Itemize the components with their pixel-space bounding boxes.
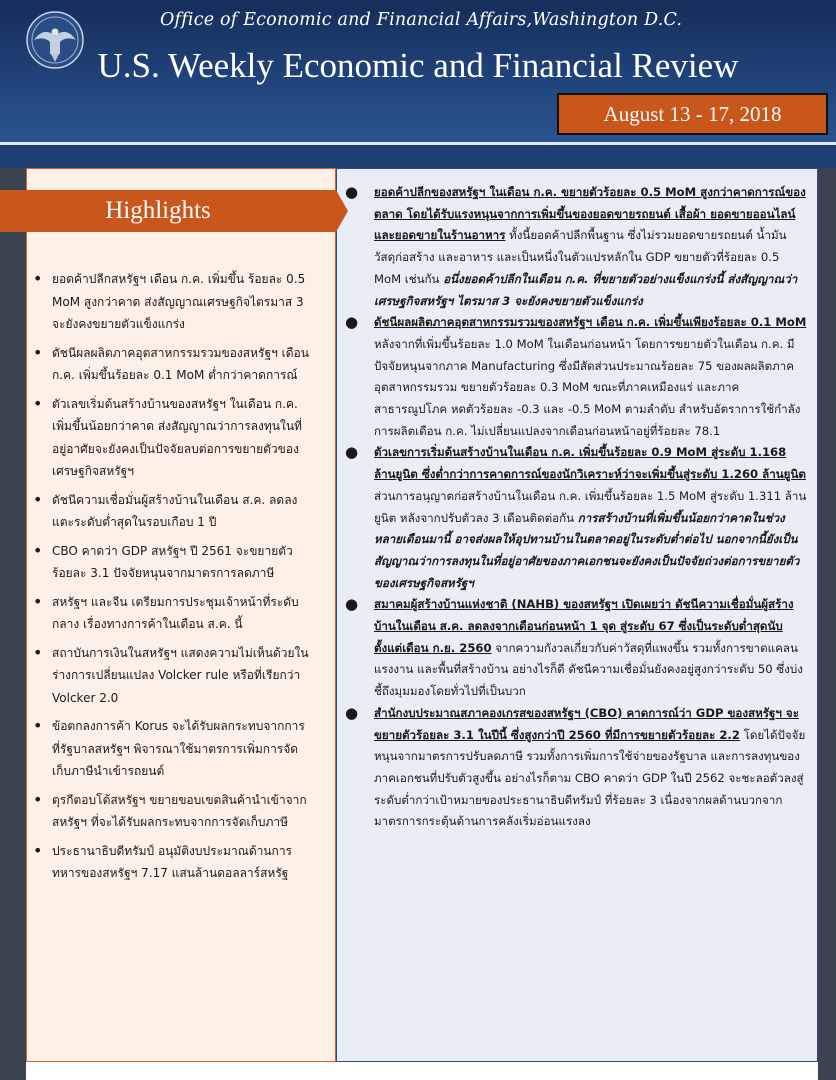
- highlight-item: • ตุรกีตอบโต้สหรัฐฯ ขยายขอบเขตสินค้านำเข้าจากสหรัฐฯ ที่จะได้รับผลกระทบจากการจัดเก็บภาษี: [30, 789, 312, 834]
- header-band: [0, 145, 836, 168]
- article-headline: ดัชนีผลผลิตภาคอุตสาหกรรมรวมของสหรัฐฯ เดือน ก.ค. เพิ่มขึ้นเพียงร้อยละ 0.1 MoM: [374, 315, 807, 330]
- article-paragraph: [341, 312, 809, 442]
- page-title: U.S. Weekly Economic and Financial Review: [97, 46, 739, 85]
- article-emphasis: การสร้างบ้านที่เพิ่มขึ้นน้อยกว่าคาดในช่วงหลายเดือนมานี้ อาจส่งผลให้อุปทานบ้านในตลาดอยู่ในระดับต่ำต่อไป นอกจากนี้ยังเป็นสัญญาณว่าการลงทุนในที่อยู่อาศัยของภาคเอกชนจะยังคงเป็นปัจจัยถ่วงต่อการขยายตัวของเศรษฐกิจสหรัฐฯ: [374, 510, 800, 590]
- article-paragraph: [341, 703, 809, 833]
- article-body: จากความกังวลเกี่ยวกับค่าวัสดุที่แพงขึ้น รวมทั้งการขาดแคลนแรงงาน และพื้นที่สร้างบ้าน อย่างไรก็ดี ดัชนีความเชื่อมั่นยังคงอยู่สูงกว่าระดับ 50 ซึ่งบ่งชี้ถึงมุมมองโดยทั่วไปที่เป็นบวก: [374, 640, 803, 699]
- highlight-item: • CBO คาดว่า GDP สหรัฐฯ ปี 2561 จะขยายตัวร้อยละ 3.1 ปัจจัยหนุนจากมาตรการลดภาษี: [30, 540, 312, 585]
- date-badge: August 13 - 17, 2018: [557, 93, 828, 135]
- highlight-item: • ยอดค้าปลีกสหรัฐฯ เดือน ก.ค. เพิ่มขึ้น ร้อยละ 0.5 MoM สูงกว่าคาด ส่งสัญญาณเศรษฐกิจไตรมาส 3 จะยังคงขยายตัวแข็งแกร่ง: [30, 268, 312, 336]
- bullet-icon: ●: [345, 703, 359, 722]
- article-paragraph: [341, 442, 809, 594]
- article-headline: ตัวเลขการเริ่มต้นสร้างบ้านในเดือน ก.ค. เพิ่มขึ้นร้อยละ 0.9 MoM สู่ระดับ 1.168 ล้านยูนิต ซึ่งต่ำกว่าการคาดการณ์ของนักวิเคราะห์ว่าจะเพิ่มขึ้นสู่ระดับ 1.260 ล้านยูนิต: [374, 445, 806, 482]
- highlights-list: [30, 268, 312, 891]
- article-emphasis: อนึ่งยอดค้าปลีกในเดือน ก.ค. ที่ขยายตัวอย่างแข็งแกร่งนี้ ส่งสัญญาณว่าเศรษฐกิจสหรัฐฯ ไตรมาส 3 จะยังคงขยายตัวแข็งแกร่ง: [374, 271, 798, 308]
- highlight-item: • ข้อตกลงการค้า Korus จะได้รับผลกระทบจากการที่รัฐบาลสหรัฐฯ พิจารณาใช้มาตรการเพิ่มการจัดเก็บภาษีนำเข้ารถยนต์: [30, 715, 312, 783]
- highlight-item: • ดัชนีผลผลิตภาคอุตสาหกรรมรวมของสหรัฐฯ เดือน ก.ค. เพิ่มขึ้นร้อยละ 0.1 MoM ต่ำกว่าคาดการณ์: [30, 342, 312, 387]
- highlight-item: • ประธานาธิบดีทรัมป์ อนุมัติงบประมาณด้านการทหารของสหรัฐฯ 7.17 แสนล้านดอลลาร์สหรัฐ: [30, 840, 312, 885]
- right-border-strip: [818, 168, 836, 1080]
- highlight-item: • ดัชนีความเชื่อมั่นผู้สร้างบ้านในเดือน ส.ค. ลดลงแตะระดับต่ำสุดในรอบเกือบ 1 ปี: [30, 489, 312, 534]
- highlight-item: • สถาบันการเงินในสหรัฐฯ แสดงความไม่เห็นด้วยในร่างการเปลี่ยนแปลง Volcker rule หรือที่เรียกว่า Volcker 2.0: [30, 642, 312, 710]
- bullet-icon: ●: [345, 183, 359, 201]
- office-name: Office of Economic and Financial Affairs,Washington D.C.: [160, 10, 683, 30]
- left-border-strip: [0, 168, 26, 1080]
- highlight-item: • สหรัฐฯ และจีน เตรียมการประชุมเจ้าหน้าที่ระดับกลาง เรื่องทางการค้าในเดือน ส.ค. นี้: [30, 591, 312, 636]
- bullet-icon: ●: [345, 443, 359, 462]
- article-headline: สมาคมผู้สร้างบ้านแห่งชาติ (NAHB) ของสหรัฐฯ เปิดเผยว่า ดัชนีความเชื่อมั่นผู้สร้างบ้านในเดือน ส.ค. ลดลงจากเดือนก่อนหน้า 1 จุด สู่ระดับ 67 ซึ่งเป็นระดับต่ำสุดนับตั้งแต่เดือน ก.ย. 2560: [374, 597, 794, 655]
- highlight-item: • ตัวเลขเริ่มต้นสร้างบ้านของสหรัฐฯ ในเดือน ก.ค. เพิ่มขึ้นน้อยกว่าคาด ส่งสัญญาณว่าการลงทุนในที่อยู่อาศัยจะยังคงเป็นปัจจัยลบต่อการขยายตัวของเศรษฐกิจสหรัฐฯ: [30, 393, 312, 483]
- article-list: [341, 182, 809, 833]
- page-bottom-margin: [26, 1062, 818, 1080]
- article-paragraph: [341, 594, 809, 703]
- article-headline: ยอดค้าปลีกของสหรัฐฯ ในเดือน ก.ค. ขยายตัวร้อยละ 0.5 MoM สูงกว่าคาดการณ์ของตลาด โดยได้รับแรงหนุนจากการเพิ่มขึ้นของยอดขายรถยนต์ เสื้อผ้า ยอดขายออนไลน์ และยอดขายในร้านอาหาร: [374, 185, 806, 243]
- bullet-icon: ●: [345, 595, 359, 614]
- article-body: โดยได้ปัจจัยหนุนจากมาตรการปรับลดภาษี รวมทั้งการเพิ่มการใช้จ่ายของรัฐบาล และการลงทุนของภาคเอกชนที่ปรับตัวสูงขึ้น อย่างไรก็ตาม CBO คาดว่า GDP ในปี 2562 จะชะลอตัวลงสู่ระดับต่ำกว่าเป้าหมายของประธานาธิบดีทรัมป์ ที่ร้อยละ 3 เนื่องจากผลด้านบวกจากมาตรการกระตุ้นด้านการคลังเริ่มอ่อนแรงลง: [374, 727, 806, 829]
- article-headline: สำนักงบประมาณสภาคองเกรสของสหรัฐฯ (CBO) คาดการณ์ว่า GDP ของสหรัฐฯ จะขยายตัวร้อยละ 3.1 ในปีนี้ ซึ่งสูงกว่าปี 2560 ที่มีการขยายตัวร้อยละ 2.2: [374, 705, 799, 742]
- highlights-title: Highlights: [105, 197, 211, 224]
- article-body: หลังจากที่เพิ่มขึ้นร้อยละ 1.0 MoM ในเดือนก่อนหน้า โดยการขยายตัวในเดือน ก.ค. มีปัจจัยหนุนจากภาค Manufacturing ซึ่งมีสัดส่วนประมาณร้อยละ 75 ของผลผลิตภาคอุตสาหกรรมรวม ขยายตัวร้อยละ 0.3 MoM ขณะที่ภาคเหมืองแร่ และภาคสาธารณูปโภค หดตัวร้อยละ -0.3 และ -0.5 MoM ตามลำดับ สำหรับอัตราการใช้กำลังการผลิตเดือน ก.ค. ไม่เปลี่ยนแปลงจากเดือนก่อนหน้าอยู่ที่ร้อยละ 78.1: [374, 336, 801, 438]
- bullet-icon: ●: [345, 313, 359, 332]
- article-body: ส่วนการอนุญาตก่อสร้างบ้านในเดือน ก.ค. เพิ่มขึ้นร้อยละ 1.5 MoM สู่ระดับ 1.311 ล้านยูนิต หลังจากปรับตัวลง 3 เดือนติดต่อกัน: [374, 488, 807, 525]
- article-paragraph: [341, 182, 809, 312]
- article-body: ทั้งนี้ยอดค้าปลีกพื้นฐาน ซึ่งไม่รวมยอดขายรถยนต์ น้ำมัน วัสดุก่อสร้าง และอาหาร และเป็นหนึ่งในตัวแปรหลักใน GDP ขยายตัวที่ร้อยละ 0.5 MoM เช่นกัน: [374, 228, 787, 286]
